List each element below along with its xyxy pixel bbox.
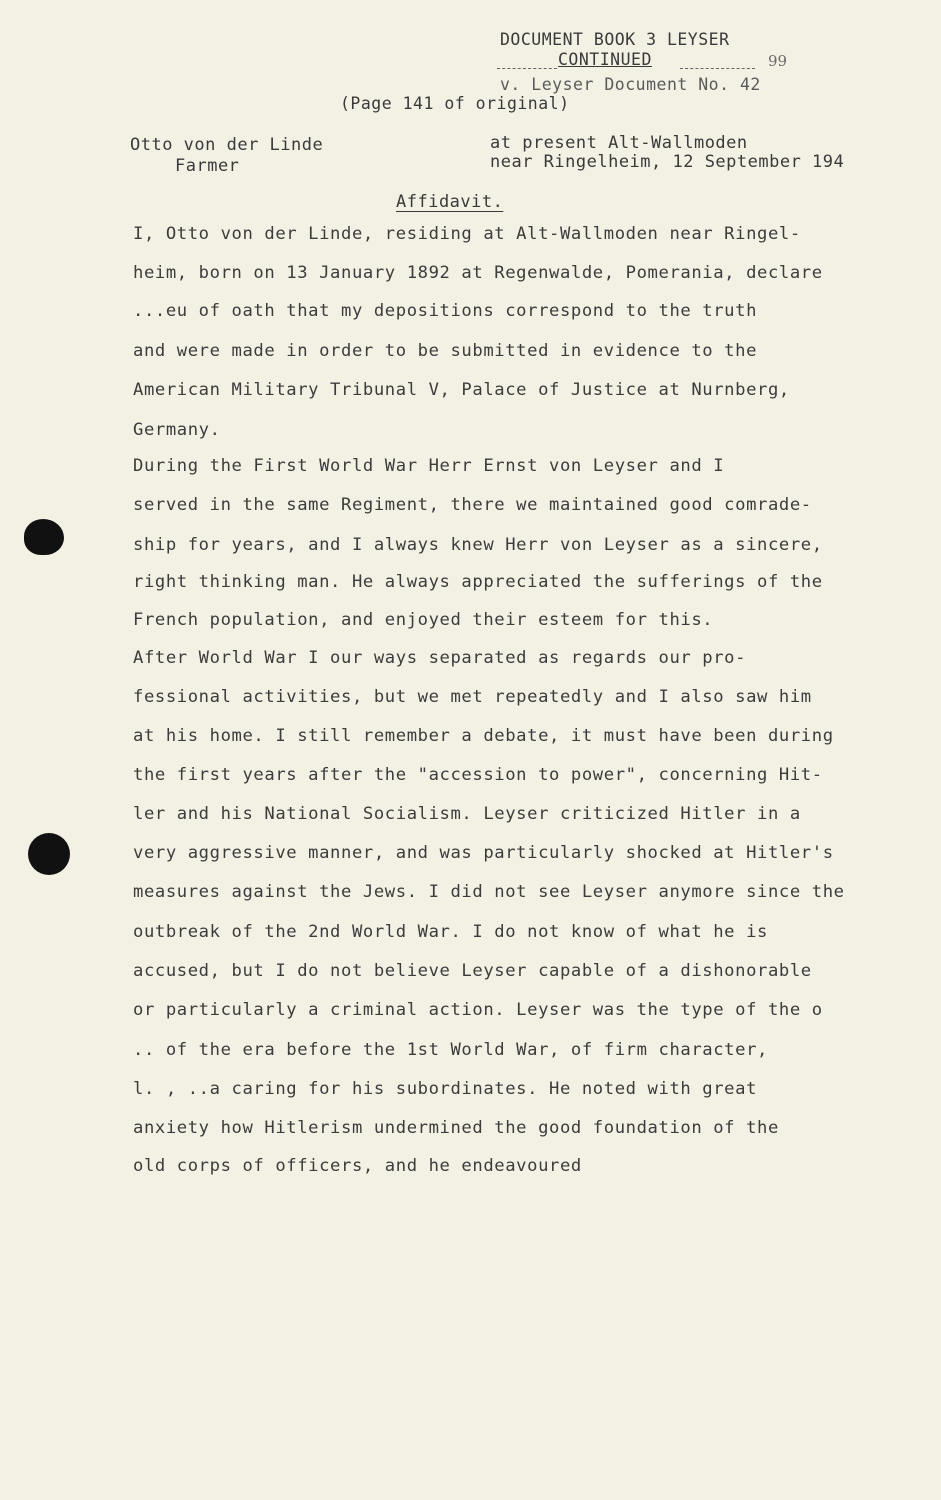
body-line: heim, born on 13 January 1892 at Regenwalde, Pomerania, declare [133,263,823,283]
body-line: outbreak of the 2nd World War. I do not know of what he is [133,922,768,942]
page-reference: (Page 141 of original) [340,94,570,113]
body-line: very aggressive manner, and was particularly shocked at Hitler's [133,843,834,863]
body-line: served in the same Regiment, there we maintained good comrade- [133,495,812,515]
affiant-location-line-1: at present Alt-Wallmoden [490,133,748,153]
body-line: .. of the era before the 1st World War, of firm character, [133,1040,768,1060]
punch-hole [24,519,64,555]
continued-rule-left [497,68,557,69]
continued-label: CONTINUED [558,50,652,69]
body-line: old corps of officers, and he endeavoured [133,1156,582,1176]
body-line: French population, and enjoyed their esteem for this. [133,610,714,630]
handwritten-page-number: 99 [768,52,788,70]
body-line: ...eu of oath that my depositions correspond to the truth [133,301,758,321]
body-line: the first years after the "accession to power", concerning Hit- [133,765,823,785]
continued-rule-right [680,68,755,69]
affidavit-title: Affidavit. [396,192,504,212]
body-line: ship for years, and I always knew Herr von Leyser as a sincere, [133,535,823,555]
body-line: anxiety how Hitlerism undermined the good foundation of the [133,1118,779,1138]
body-line: l. , ..a caring for his subordinates. He noted with great [133,1079,758,1099]
body-line: American Military Tribunal V, Palace of Justice at Nurnberg, [133,380,790,400]
body-line: right thinking man. He always appreciated the sufferings of the [133,572,823,592]
affiant-occupation: Farmer [175,156,240,176]
body-line: During the First World War Herr Ernst von Leyser and I [133,456,725,476]
document-reference: v. Leyser Document No. 42 [500,75,761,94]
body-line: accused, but I do not believe Leyser capable of a dishonorable [133,961,812,981]
body-line: I, Otto von der Linde, residing at Alt-Wallmoden near Ringel- [133,224,801,244]
affiant-location-line-2: near Ringelheim, 12 September 194 [490,152,845,172]
punch-hole [28,833,70,875]
body-line: ler and his National Socialism. Leyser criticized Hitler in a [133,804,801,824]
body-line: After World War I our ways separated as regards our pro- [133,648,747,668]
body-line: fessional activities, but we met repeatedly and I also saw him [133,687,812,707]
document-book-line: DOCUMENT BOOK 3 LEYSER [500,30,730,49]
affiant-name: Otto von der Linde [130,135,324,155]
body-line: Germany. [133,420,221,440]
body-line: measures against the Jews. I did not see Leyser anymore since the [133,882,845,902]
body-line: and were made in order to be submitted in evidence to the [133,341,758,361]
body-line: at his home. I still remember a debate, it must have been during [133,726,834,746]
body-line: or particularly a criminal action. Leyser was the type of the o [133,1000,823,1020]
